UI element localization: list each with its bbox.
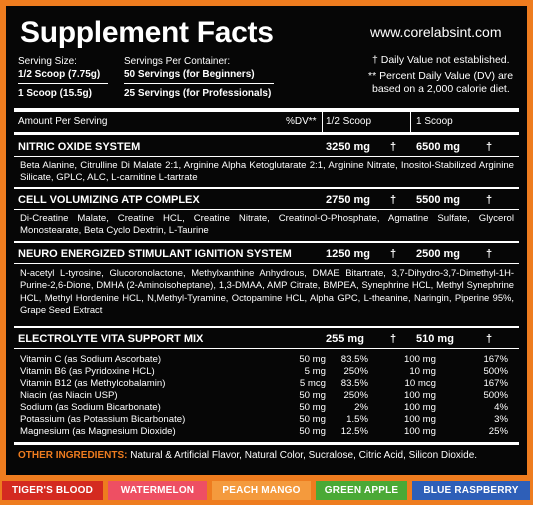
vitamin-half-dv: 1.5% — [346, 414, 368, 425]
flavor-badge[interactable]: GREEN APPLE — [316, 481, 407, 500]
divider — [14, 348, 519, 349]
vitamin-half-amount: 50 mg — [299, 414, 326, 425]
vitamin-full-dv: 3% — [494, 414, 508, 425]
vitamin-name: Potassium (as Potassium Bicarbonate) — [20, 414, 186, 425]
divider — [14, 209, 519, 210]
divider — [18, 83, 108, 84]
vitamin-name: Vitamin B6 (as Pyridoxine HCL) — [20, 366, 155, 377]
vitamin-name: Vitamin C (as Sodium Ascorbate) — [20, 354, 162, 365]
vitamin-half-amount: 50 mg — [299, 426, 326, 437]
thick-divider — [14, 442, 519, 445]
vitamin-half-dv: 83.5% — [340, 354, 368, 365]
vitamin-name: Sodium (as Sodium Bicarbonate) — [20, 402, 161, 413]
column-divider — [322, 112, 323, 132]
vitamin-half-amount: 5 mg — [304, 366, 326, 377]
section-name: CELL VOLUMIZING ATP COMPLEX — [18, 194, 200, 206]
vitamin-full-amount: 100 mg — [404, 426, 436, 437]
servings-beginners: 50 Servings (for Beginners) — [124, 69, 255, 80]
dv-footnote-line-1: ** Percent Daily Value (DV) are — [368, 70, 514, 82]
thick-divider — [14, 108, 519, 112]
vitamin-half-amount: 50 mg — [299, 390, 326, 401]
other-ingredients-label: OTHER INGREDIENTS: — [18, 450, 128, 461]
flavor-badge[interactable]: TIGER'S BLOOD — [2, 481, 103, 500]
flavor-badge[interactable]: WATERMELON — [108, 481, 207, 500]
vitamin-full-amount: 100 mg — [404, 402, 436, 413]
section-half-amount: 2750 mg — [326, 194, 371, 206]
section-name: ELECTROLYTE VITA SUPPORT MIX — [18, 333, 204, 345]
vitamin-half-amount: 50 mg — [299, 402, 326, 413]
other-ingredients — [18, 450, 477, 462]
half-scoop-header: 1/2 Scoop — [326, 116, 372, 127]
vitamin-half-dv: 250% — [343, 390, 368, 401]
serving-size-half: 1/2 Scoop (7.75g) — [18, 69, 101, 80]
section-full-amount: 5500 mg — [416, 194, 461, 206]
dv-footnote-line-2: based on a 2,000 calorie diet. — [372, 83, 510, 95]
website-url[interactable]: www.corelabsint.com — [370, 24, 502, 40]
vitamin-half-dv: 12.5% — [340, 426, 368, 437]
dagger-mark: † — [486, 141, 493, 153]
serving-size-label: Serving Size: — [18, 56, 77, 67]
vitamin-half-dv: 250% — [343, 366, 368, 377]
dv-column-header: %DV** — [286, 116, 317, 127]
flavor-bar — [0, 481, 533, 501]
divider — [14, 326, 519, 328]
vitamin-full-dv: 167% — [483, 378, 508, 389]
section-name: NITRIC OXIDE SYSTEM — [18, 141, 141, 153]
section-half-amount: 1250 mg — [326, 248, 371, 260]
vitamin-full-dv: 25% — [488, 426, 508, 437]
divider — [14, 156, 519, 157]
vitamin-half-amount: 5 mcg — [299, 378, 326, 389]
vitamin-name: Niacin (as Niacin USP) — [20, 390, 118, 401]
vitamin-half-amount: 50 mg — [299, 354, 326, 365]
vitamin-name: Vitamin B12 (as Methylcobalamin) — [20, 378, 166, 389]
section-ingredients: Di-Creatine Malate, Creatine HCL, Creatine Nitrate, Creatinol-O-Phosphate, Agmatine Sulfate, Glycerol Monostearate, Beta Cyclo Dextrin, L-Taurine — [20, 213, 514, 237]
dagger-mark: † — [390, 141, 397, 153]
vitamin-full-dv: 500% — [483, 366, 508, 377]
vitamin-full-amount: 100 mg — [404, 390, 436, 401]
divider — [14, 187, 519, 189]
vitamin-name: Magnesium (as Magnesium Dioxide) — [20, 426, 176, 437]
dagger-footnote: † Daily Value not established. — [372, 54, 510, 66]
section-full-amount: 6500 mg — [416, 141, 461, 153]
divider — [14, 241, 519, 243]
supplement-facts-panel — [6, 6, 527, 475]
column-divider — [410, 112, 411, 132]
section-full-amount: 510 mg — [416, 333, 454, 345]
vitamin-full-amount: 10 mg — [409, 366, 436, 377]
servings-professionals: 25 Servings (for Professionals) — [124, 88, 272, 99]
dagger-mark: † — [486, 248, 493, 260]
vitamin-full-dv: 500% — [483, 390, 508, 401]
flavor-badge[interactable]: BLUE RASPBERRY — [412, 481, 530, 500]
other-ingredients-text: Natural & Artificial Flavor, Natural Color, Sucralose, Citric Acid, Silicon Dioxide. — [130, 450, 478, 461]
section-name: NEURO ENERGIZED STIMULANT IGNITION SYSTEM — [18, 248, 292, 260]
section-half-amount: 3250 mg — [326, 141, 371, 153]
dagger-mark: † — [486, 194, 493, 206]
divider — [124, 83, 274, 84]
vitamin-half-dv: 2% — [354, 402, 368, 413]
page-title: Supplement Facts — [20, 16, 274, 49]
vitamin-full-dv: 167% — [483, 354, 508, 365]
section-ingredients: N-acetyl L-tyrosine, Glucoronolactone, Methylxanthine Anhydrous, DMAE Bitartrate, 3,7-Dihydro-3,7-Dimethyl-1H-Purine-2,6-Dione, DMHA (2-Aminoisoheptane), 1,3-DMAA, AMP Citrate, BMPEA, Synephrine HCL, Methyl Synephrine HCL, Methyl Hordenine HCL, N,Methyl-Tyramine, Octopamine HCL, Alpha GPC, L-theanine, Naringin, Piperine 95%, Grape Seed Extract — [20, 267, 514, 315]
section-full-amount: 2500 mg — [416, 248, 461, 260]
thick-divider — [14, 132, 519, 135]
vitamin-full-amount: 100 mg — [404, 354, 436, 365]
dagger-mark: † — [390, 333, 397, 345]
section-ingredients: Beta Alanine, Citrulline Di Malate 2:1, Arginine Alpha Ketoglutarate 2:1, Arginine Nitrate, Inositol-Stabilized Arginine Silicate, GPLC, ALC, L-carnitine L-tartrate — [20, 160, 514, 184]
dagger-mark: † — [486, 333, 493, 345]
dagger-mark: † — [390, 248, 397, 260]
divider — [14, 263, 519, 264]
flavor-badge[interactable]: PEACH MANGO — [212, 481, 311, 500]
amount-per-serving-header: Amount Per Serving — [18, 116, 108, 127]
serving-size-full: 1 Scoop (15.5g) — [18, 88, 92, 99]
dagger-mark: † — [390, 194, 397, 206]
vitamin-full-amount: 10 mcg — [404, 378, 436, 389]
section-half-amount: 255 mg — [326, 333, 364, 345]
vitamin-half-dv: 83.5% — [340, 378, 368, 389]
vitamin-full-dv: 4% — [494, 402, 508, 413]
vitamin-full-amount: 100 mg — [404, 414, 436, 425]
servings-per-container-label: Servings Per Container: — [124, 56, 231, 67]
full-scoop-header: 1 Scoop — [416, 116, 453, 127]
